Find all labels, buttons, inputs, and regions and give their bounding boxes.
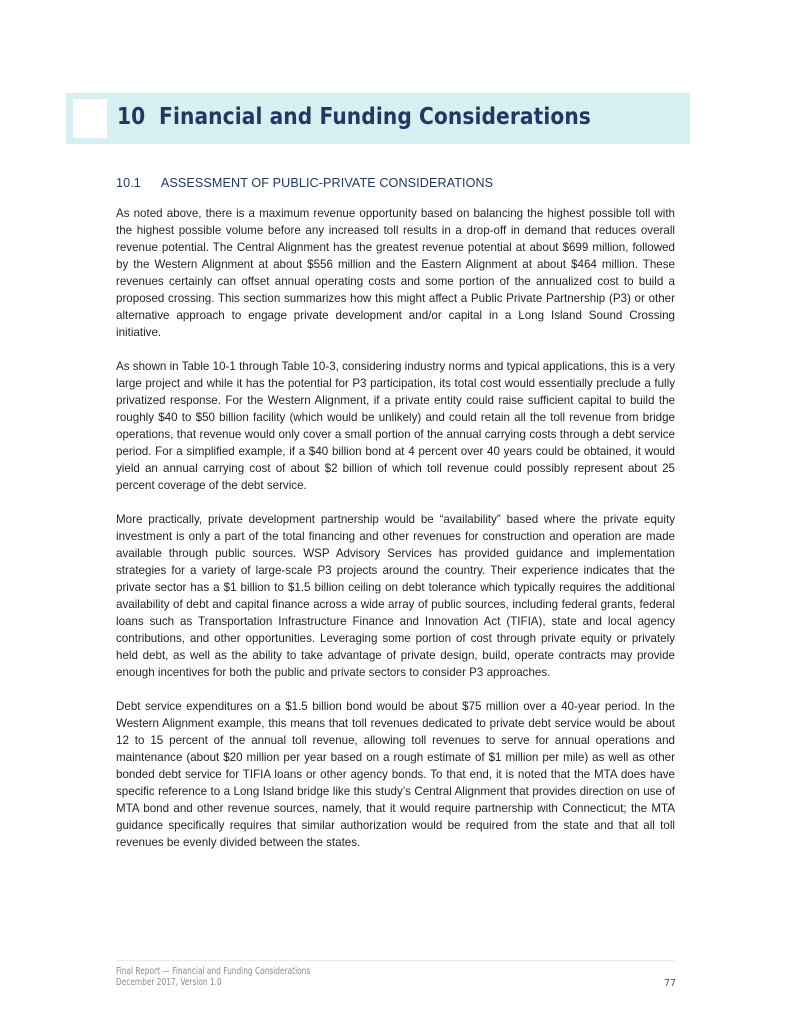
paragraph-4: Debt service expenditures on a $1.5 billion bond would be about $75 million over a 40-year period. In the Western Alignment example, this means that toll revenues dedicated to private debt service would be about 12 to 15 percent of the annual toll revenue, allowing toll revenues to serve for annual operations and maintenance (about $20 million per year based on a rough estimate of $1 million per mile) as well as other bonded debt service for TIFIA loans or other agency bonds. To that end, it is noted that the MTA does have specific reference to a Long Island bridge like this study’s Central Alignment that provides direction on use of MTA bond and other revenue sources, namely, that it would require partnership with Connecticut; the MTA guidance specifically requires that similar authorization would be required from the state and that all toll revenues be evenly divided between the states. — [116, 700, 675, 849]
footer-version-date: December 2017, Version 1.0 — [116, 977, 222, 988]
chapter-heading-square — [73, 99, 107, 138]
chapter-title-text: Financial and Funding Considerations — [159, 102, 591, 130]
body-text — [116, 205, 675, 868]
page-number: 77 — [664, 978, 677, 989]
section-number: 10.1 — [116, 176, 141, 190]
footer-report-title: Final Report — Financial and Funding Considerations — [116, 966, 311, 977]
chapter-title — [117, 102, 591, 130]
paragraph-2: As shown in Table 10-1 through Table 10-3, considering industry norms and typical applications, this is a very large project and while it has the potential for P3 participation, its total cost would essentially preclude a fully privatized response. For the Western Alignment, if a private entity could raise sufficient capital to build the roughly $40 to $50 billion facility (which would be unlikely) and could retain all the toll revenue from bridge operations, that revenue would only cover a small portion of the annual carrying costs through a debt service period. For a simplified example, if a $40 billion bond at 4 percent over 40 years could be obtained, it would yield an annual carrying cost of about $2 billion of which toll revenue could possibly represent about 25 percent coverage of the debt service. — [116, 360, 675, 492]
section-title: ASSESSMENT OF PUBLIC-PRIVATE CONSIDERATIONS — [160, 176, 494, 190]
footer — [116, 966, 310, 988]
footer-divider — [116, 960, 675, 961]
paragraph-3: More practically, private development partnership would be “availability” based where the private equity investment is only a part of the total financing and other revenues for construction and operation are made available through public sources. WSP Advisory Services has provided guidance and implementation strategies for a variety of large-scale P3 projects around the country. Their experience indicates that the private sector has a $1 billion to $1.5 billion ceiling on debt tolerance which typically requires the additional availability of debt and capital finance across a wide array of public sources, including federal grants, federal loans such as Transportation Infrastructure Finance and Innovation Act (TIFIA), state and local agency contributions, and other opportunities. Leveraging some portion of cost through private equity or privately held debt, as well as the ability to take advantage of private design, build, operate contracts may provide enough incentives for both the public and private sectors to consider P3 approaches. — [116, 513, 675, 679]
section-heading — [116, 176, 493, 190]
paragraph-1: As noted above, there is a maximum revenue opportunity based on balancing the highest possible toll with the highest possible volume before any increased toll results in a drop-off in demand that reduces overall revenue potential. The Central Alignment has the greatest revenue potential at about $699 million, followed by the Western Alignment at about $556 million and the Eastern Alignment at about $464 million. These revenues certainly can offset annual operating costs and some portion of the annualized cost to build a proposed crossing. This section summarizes how this might affect a Public Private Partnership (P3) or other alternative approach to engage private development and/or capital in a Long Island Sound Crossing initiative. — [116, 207, 675, 339]
chapter-number: 10 — [117, 102, 146, 130]
